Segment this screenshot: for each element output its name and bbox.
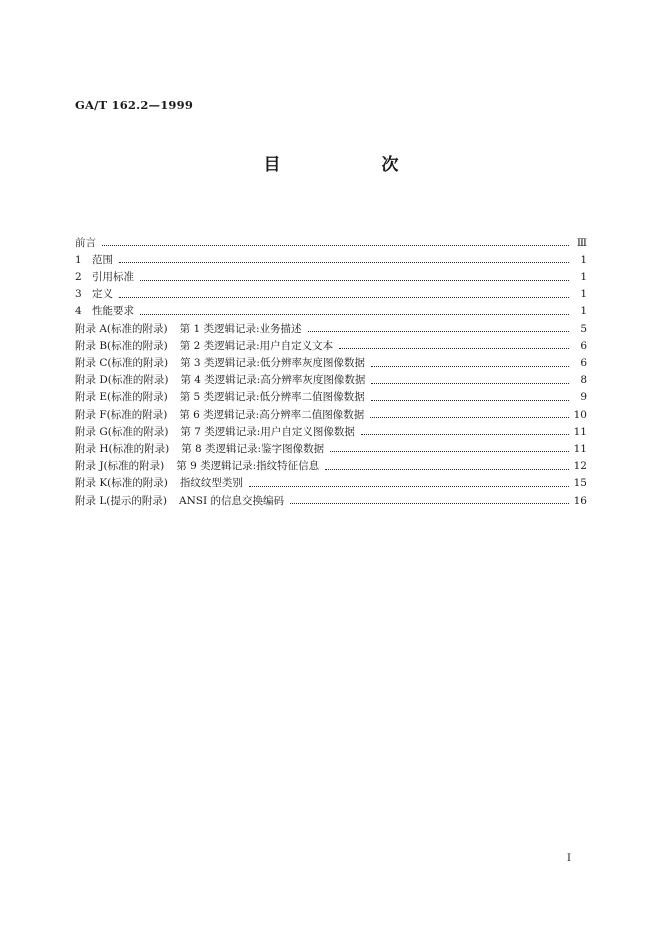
page-number: I [567, 853, 571, 864]
toc-appendix-label: 附录 J(标准的附录) [75, 460, 165, 473]
toc-entry-appendix-a[interactable] [75, 317, 587, 334]
toc-entry-page: 5 [580, 322, 587, 335]
toc-leader-dots [102, 245, 569, 246]
toc-appendix-label: 附录 B(标准的附录) [75, 339, 168, 352]
toc-entry-text: 性能要求 [92, 305, 134, 318]
toc-leader-dots [370, 417, 569, 418]
toc-entry-label [75, 444, 324, 455]
toc-entry-appendix-g[interactable] [75, 420, 587, 437]
toc-appendix-label: 附录 H(标准的附录) [75, 442, 170, 455]
toc-entry-foreword[interactable] [75, 231, 587, 248]
toc-entry-scope[interactable] [75, 248, 587, 265]
toc-entry-page: 15 [573, 477, 587, 490]
toc-appendix-subject: 第 6 类逻辑记录:高分辨率二值图像数据 [179, 408, 365, 421]
toc-entry-page: 1 [580, 305, 587, 318]
toc-entry-appendix-l[interactable] [75, 489, 587, 506]
toc-entry-label [75, 461, 319, 472]
toc-appendix-label: 附录 D(标准的附录) [75, 374, 169, 387]
toc-entry-label [75, 324, 302, 335]
toc-entry-text: 范围 [92, 253, 113, 266]
toc-appendix-label: 附录 L(提示的附录) [75, 494, 168, 507]
toc-entry-appendix-k[interactable] [75, 472, 587, 489]
toc-entry-page: 1 [580, 288, 587, 301]
toc-entry-label [75, 392, 365, 403]
toc-entry-number: 1 [75, 253, 82, 266]
toc-appendix-subject: 第 9 类逻辑记录:指纹特征信息 [176, 460, 320, 473]
toc-entry-label [75, 358, 365, 369]
toc-entry-label [75, 255, 113, 266]
toc-appendix-label: 附录 K(标准的附录) [75, 477, 168, 490]
toc-appendix-subject: ANSI 的信息交换编码 [179, 494, 284, 507]
toc-appendix-subject: 第 4 类逻辑记录:高分辨率灰度图像数据 [180, 374, 366, 387]
toc-entry-label [75, 272, 134, 283]
toc-appendix-subject: 第 3 类逻辑记录:低分辨率灰度图像数据 [180, 357, 365, 369]
toc-entry-appendix-f[interactable] [75, 403, 587, 420]
toc-entry-page: 11 [573, 442, 587, 455]
table-of-contents [75, 231, 587, 506]
toc-appendix-label: 附录 C(标准的附录) [75, 357, 169, 369]
toc-entry-number: 4 [75, 305, 82, 318]
toc-entry-label [75, 496, 284, 507]
toc-appendix-label: 附录 A(标准的附录) [75, 322, 168, 335]
toc-leader-dots [371, 400, 569, 401]
toc-entry-appendix-h[interactable] [75, 437, 587, 454]
toc-appendix-subject: 第 1 类逻辑记录:业务描述 [179, 322, 302, 335]
toc-entry-page: 12 [573, 460, 587, 473]
toc-title: 目 次 [263, 155, 441, 175]
toc-entry-page: 16 [573, 494, 587, 507]
toc-leader-dots [249, 486, 569, 487]
toc-entry-page: 10 [573, 408, 587, 421]
toc-appendix-label: 附录 G(标准的附录) [75, 425, 169, 438]
toc-entry-text: 引用标准 [92, 271, 134, 284]
toc-leader-dots [119, 262, 569, 263]
toc-entry-appendix-j[interactable] [75, 454, 587, 471]
toc-appendix-subject: 第 2 类逻辑记录:用户自定义文本 [179, 339, 334, 352]
toc-leader-dots [308, 331, 569, 332]
toc-leader-dots [339, 348, 569, 349]
toc-leader-dots [325, 469, 569, 470]
toc-entry-label [75, 478, 243, 489]
toc-entry-appendix-c[interactable] [75, 351, 587, 368]
toc-appendix-label: 附录 F(标准的附录) [75, 408, 168, 421]
toc-leader-dots [140, 280, 569, 281]
toc-appendix-subject: 指纹纹型类别 [179, 477, 243, 490]
toc-appendix-subject: 第 7 类逻辑记录:用户自定义图像数据 [180, 425, 355, 438]
toc-entry-label [75, 289, 113, 300]
toc-entry-references[interactable] [75, 265, 587, 282]
toc-appendix-subject: 第 8 类逻辑记录:鉴字图像数据 [181, 442, 325, 455]
toc-entry-text: 定义 [92, 288, 113, 301]
toc-entry-page: Ⅲ [576, 236, 587, 249]
toc-entry-page: 6 [580, 357, 587, 369]
toc-entry-label [75, 427, 355, 438]
toc-entry-page: 6 [580, 339, 587, 352]
toc-leader-dots [140, 314, 569, 315]
toc-entry-definitions[interactable] [75, 283, 587, 300]
standard-code: GA/T 162.2—1999 [75, 98, 194, 112]
toc-entry-appendix-d[interactable] [75, 369, 587, 386]
toc-leader-dots [361, 434, 569, 435]
toc-entry-text: 前言 [75, 236, 96, 249]
toc-entry-performance[interactable] [75, 300, 587, 317]
toc-appendix-label: 附录 E(标准的附录) [75, 391, 168, 404]
toc-entry-label [75, 306, 134, 317]
toc-entry-number: 2 [75, 271, 82, 284]
toc-entry-label [75, 375, 365, 386]
toc-leader-dots [371, 366, 569, 367]
toc-entry-label [75, 341, 333, 352]
toc-entry-appendix-b[interactable] [75, 334, 587, 351]
toc-entry-page: 11 [573, 425, 587, 438]
toc-leader-dots [371, 383, 569, 384]
toc-entry-page: 1 [580, 271, 587, 284]
toc-entry-number: 3 [75, 288, 82, 301]
toc-entry-page: 9 [580, 391, 587, 404]
toc-entry-page: 1 [580, 253, 587, 266]
toc-leader-dots [119, 297, 569, 298]
toc-entry-label [75, 410, 364, 421]
toc-entry-page: 8 [580, 374, 587, 387]
toc-leader-dots [330, 451, 569, 452]
toc-appendix-subject: 第 5 类逻辑记录:低分辨率二值图像数据 [179, 391, 365, 404]
toc-leader-dots [290, 503, 569, 504]
toc-entry-appendix-e[interactable] [75, 386, 587, 403]
toc-entry-label [75, 238, 96, 249]
